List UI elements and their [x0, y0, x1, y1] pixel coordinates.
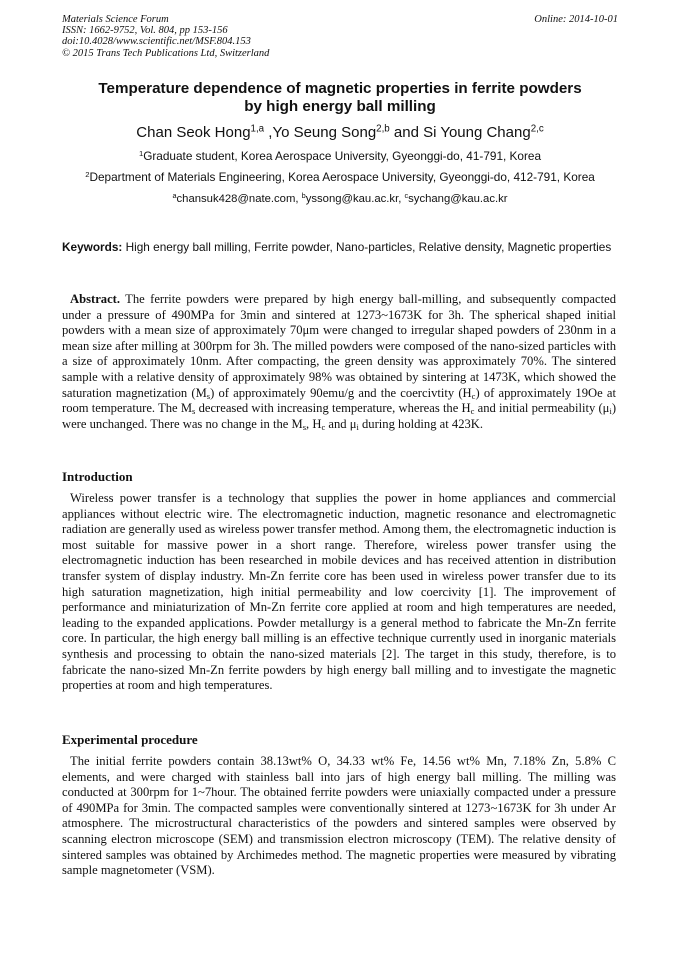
email-a-mark: a	[172, 190, 177, 200]
experimental-heading: Experimental procedure	[62, 732, 198, 747]
title-line-1: Temperature dependence of magnetic properties in ferrite powders	[98, 80, 582, 97]
abstract-text-1: The ferrite powders were prepared by high energy ball-milling, and subsequently compacted under a pressure of 490MPa for 3min and sintered at 1273~1673K for 3h. The spherical shaped initial powders with a mean size of approximately 70μm were changed to irregular shaped powders of 230nm in a mean size after milling at 300rpm for 3h. The milled powders were composed of the nano-sized particles with a size of approximately 10nm. After compacting, the green density was approximately 70%. The sintered sample with a relative density of approximately 98% was obtained by sintering at 1473K, which showed the saturation magnetization (M	[62, 292, 616, 400]
abstract-text-5: and initial permeability (μ	[474, 401, 610, 416]
abstract-text-6: ) were unchanged. There was no change in the M	[62, 401, 617, 431]
abstract-text-2: ) of approximately 90emu/g and the coercivtity (H	[210, 385, 472, 400]
author-3-mark: 2,c	[530, 123, 544, 135]
author-3: and Si Young Chang	[389, 124, 531, 141]
keywords-text: High energy ball milling, Ferrite powder, Nano-particles, Relative density, Magnetic properties	[122, 240, 612, 254]
author-1-mark: 1,a	[250, 123, 265, 135]
keywords-label: Keywords:	[62, 240, 123, 254]
journal-header	[62, 14, 618, 59]
abstract-sub-7: c	[321, 421, 326, 432]
paper-title	[62, 80, 618, 116]
abstract	[62, 292, 616, 432]
author-2: ,Yo Seung Song	[264, 124, 377, 141]
email-b[interactable]: yssong@kau.ac.kr,	[305, 193, 405, 205]
affiliation-1-text: Graduate student, Korea Aerospace University, Gyeonggi-do, 41-791, Korea	[143, 149, 542, 163]
affiliation-2-text: Department of Materials Engineering, Korea Aerospace University, Gyeonggi-do, 412-791, Korea	[89, 170, 595, 184]
issn-line: ISSN: 1662-9752, Vol. 804, pp 153-156	[62, 25, 228, 37]
abstract-sub-5: i	[609, 406, 612, 417]
affiliation-1-mark: 1	[138, 148, 144, 158]
abstract-label: Abstract.	[70, 292, 121, 306]
email-c-mark: c	[404, 190, 409, 200]
online-date: Online: 2014-10-01	[534, 14, 618, 25]
abstract-text-4: decreased with increasing temperature, whereas the H	[195, 401, 471, 416]
abstract-sub-6: s	[302, 421, 307, 432]
abstract-text-7: , H	[306, 416, 322, 431]
abstract-text-9: during holding at 423K.	[358, 416, 484, 431]
abstract-text-3: ) of approximately 19Oe at room temperature. The M	[62, 385, 616, 416]
email-b-mark: b	[301, 190, 306, 200]
journal-name: Materials Science Forum	[62, 14, 169, 25]
author-2-mark: 2,b	[376, 123, 390, 135]
author-1: Chan Seok Hong	[136, 124, 251, 141]
keywords	[62, 240, 616, 254]
introduction-text: Wireless power transfer is a technology that supplies the power in home appliances and commercial appliances without electric wire. The electromagnetic induction, magnetic resonance and electromagnetic radiation are generally used as wireless power transfer method. Among them, the electromagnetic induction is most suitable for massive power in a short range. Therefore, wireless power transfer using the electromagnetic induction has been researched in mobile devices and has received attention in distribution transfer system of display industry. Mn-Zn ferrite core has been used in wireless power transfer due to its high saturation magnetization, high initial permeability and low coercivity [1]. The improvement of performance and miniaturization of Mn-Zn ferrite core applied at room and high temperatures are needed, leading to the expanded applications. Powder metallurgy is a general method to fabricate the Mn-Zn ferrite core. In particular, the high energy ball milling is an effective technique currently used in inorganic materials synthesis and processing to obtain the nano-sized materials [2]. The target in this study, therefore, is to fabricate the nano-sized Mn-Zn ferrite powders by high energy ball milling and to investigate the magnetic properties at room and high temperatures.	[62, 491, 616, 693]
abstract-sub-4: c	[470, 406, 475, 417]
affiliation-1	[62, 149, 618, 163]
copyright-line: © 2015 Trans Tech Publications Ltd, Switzerland	[62, 47, 270, 59]
abstract-sub-2: c	[471, 390, 476, 401]
email-c[interactable]: sychang@kau.ac.kr	[408, 193, 508, 205]
experimental-text: The initial ferrite powders contain 38.13wt% O, 34.33 wt% Fe, 14.56 wt% Mn, 7.18% Zn, 5.8% C elements, and were charged with stainless ball into jars of high energy ball milling. The milling was conducted at 300rpm for 1~7hour. The obtained ferrite powders were uniaxially compacted under a pressure of 490MPa for 3min. The compacted samples were conventionally sintered at 1273~1673K for 3h under Ar atmosphere. The microstructural characteristics of the powders and sintered samples were observed by scanning electron microscope (SEM) and transmission electron microscopy (TEM). The relative density of sintered samples was obtained by Archimedes method. The magnetic properties were measured by vibrating sample magnetometer (VSM).	[62, 754, 616, 878]
title-line-2: by high energy ball milling	[244, 98, 436, 115]
abstract-sub-8: i	[356, 421, 359, 432]
introduction-heading: Introduction	[62, 469, 133, 484]
doi-line: doi:10.4028/www.scientific.net/MSF.804.153	[62, 36, 251, 48]
email-a[interactable]: chansuk428@nate.com,	[176, 193, 302, 205]
author-list	[62, 124, 618, 142]
abstract-sub-3: s	[192, 406, 196, 417]
affiliation-2	[62, 170, 618, 184]
affiliation-2-mark: 2	[85, 169, 90, 179]
abstract-sub-1: s	[206, 390, 211, 401]
abstract-text-8: and μ	[325, 416, 357, 431]
author-emails	[62, 192, 618, 206]
